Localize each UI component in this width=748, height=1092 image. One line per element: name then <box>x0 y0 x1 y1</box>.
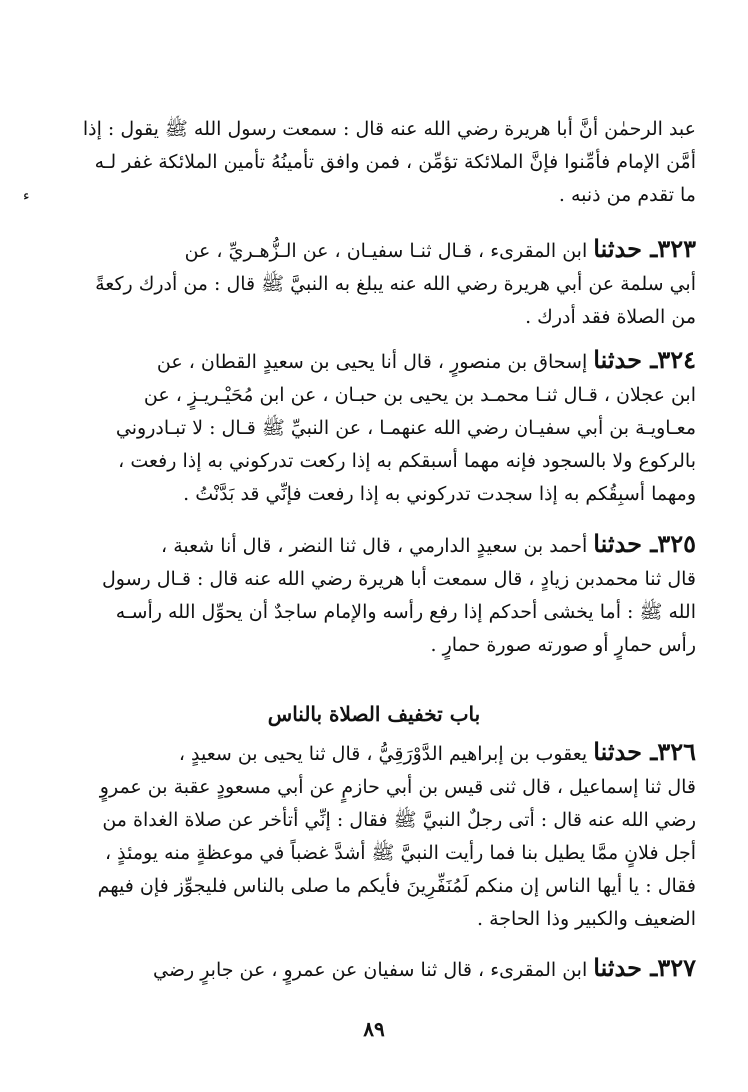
text-line: أبي سلمة عن أبي هريرة رضي الله عنه يبلغ به النبيَّ ﷺ قال : من أدرك ركعةً <box>95 273 696 295</box>
text-line: بالركوع ولا بالسجود فإنه مهما أسبقكم به إذا ركعت تدركوني به إذا رفعت ، <box>118 450 696 472</box>
hadith-number: ٣٢٣ <box>657 234 696 263</box>
hadith-keyword: ـ حدثنا <box>593 345 658 374</box>
hadith-number: ٣٢٤ <box>657 345 696 374</box>
hadith-keyword: ـ حدثنا <box>593 953 658 982</box>
hadith-head-line <box>66 343 696 379</box>
text-line: أحمد بن سعيدٍ الدارمي ، قال ثنا النضر ، قال أنا شعبة ، <box>161 535 594 557</box>
hadith-327 <box>66 951 696 987</box>
text-line: ما تقدم من ذنبه . <box>558 184 696 206</box>
text-line: فقال : يا أيها الناس إن منكم لَمُنَفِّرِينَ فأيكم ما صلى بالناس فليجوِّز فإن فيهم <box>97 875 696 897</box>
hadith-head-line <box>66 735 696 771</box>
hadith-keyword: ـ حدثنا <box>593 234 658 263</box>
text-line: قال ثنا إسماعيل ، قال ثنى قيس بن أبي حازمٍ عن أبي مسعودٍ عقبة بن عمروٍ <box>99 776 696 798</box>
hadith-keyword: ـ حدثنا <box>593 737 658 766</box>
text-line: ومهما أسبِقُكم به إذا سجدت تدركوني به إذا رفعت فإنِّي قد بَدَّنْتُ . <box>183 483 696 505</box>
page-number: ٨٩ <box>363 1017 385 1041</box>
text-line: إسحاق بن منصورٍ ، قال أنا يحيى بن سعيدٍ القطان ، عن <box>156 351 594 373</box>
text-line: الله ﷺ : أما يخشى أحدكم إذا رفع رأسه والإمام ساجدٌ أن يحوِّل الله رأسـه <box>115 601 696 623</box>
text-line: أجل فلانٍ ممَّا يطيل بنا فما رأيت النبيَّ ﷺ أشدَّ غضباً في موعظةٍ منه يومئذٍ ، <box>104 842 696 864</box>
text-line: رأس حمارٍ أو صورته صورة حمارٍ . <box>430 634 696 656</box>
hadith-326 <box>66 735 696 936</box>
hadith-head-line <box>66 951 696 987</box>
text-line: من الصلاة فقد أدرك . <box>525 306 696 328</box>
hadith-323 <box>66 232 696 334</box>
text-line: أمَّن الإمام فأمِّنوا فإنَّ الملائكة تؤمِّن ، فمن وافق تأمينُهُ تأمين الملائكة غفر لـه <box>94 151 696 173</box>
text-line: ابن المقرىء ، قال ثنا سفيان عن عمروٍ ، عن جابرٍ رضي <box>153 959 594 981</box>
hadith-head-line <box>66 527 696 563</box>
text-line: ابن عجلان ، قـال ثنـا محمـد بن يحيى بن حبـان ، عن ابن مُحَيْـريـزٍ ، عن <box>143 384 696 406</box>
text-line: عبد الرحمٰن أنَّ أبا هريرة رضي الله عنه قال : سمعت رسول الله ﷺ يقول : إذا <box>82 118 696 140</box>
hadith-324 <box>66 343 696 511</box>
text-line: الضعيف والكبير وذا الحاجة . <box>477 908 696 930</box>
hadith-keyword: ـ حدثنا <box>593 529 658 558</box>
hadith-325 <box>66 527 696 662</box>
hadith-number: ٣٢٦ <box>657 737 696 766</box>
paragraph-continuation <box>66 113 696 212</box>
text-line: ابن المقرىء ، قـال ثنـا سفيـان ، عن الـزُّهـريِّ ، عن <box>184 240 594 262</box>
text-line: رضي الله عنه قال : أتى رجلٌ النبيَّ ﷺ فقال : إنِّي أتأخر عن صلاة الغداة من <box>102 809 696 831</box>
hadith-number: ٣٢٥ <box>657 529 696 558</box>
text-line: معـاويـة بن أبي سفيـان رضي الله عنهمـا ، عن النبيِّ ﷺ قـال : لا تبـادروني <box>115 417 696 439</box>
chapter-heading: باب تخفيف الصلاة بالناس <box>267 702 481 726</box>
hadith-number: ٣٢٧ <box>657 953 696 982</box>
text-line: يعقوب بن إبراهيم الدَّوْرَقِيُّ ، قال ثنا يحيى بن سعيدٍ ، <box>178 743 594 765</box>
text-line: قال ثنا محمدبن زيادٍ ، قال سمعت أبا هريرة رضي الله عنه قال : قـال رسول <box>101 568 696 590</box>
margin-mark: ء <box>23 188 30 204</box>
hadith-head-line <box>66 232 696 268</box>
